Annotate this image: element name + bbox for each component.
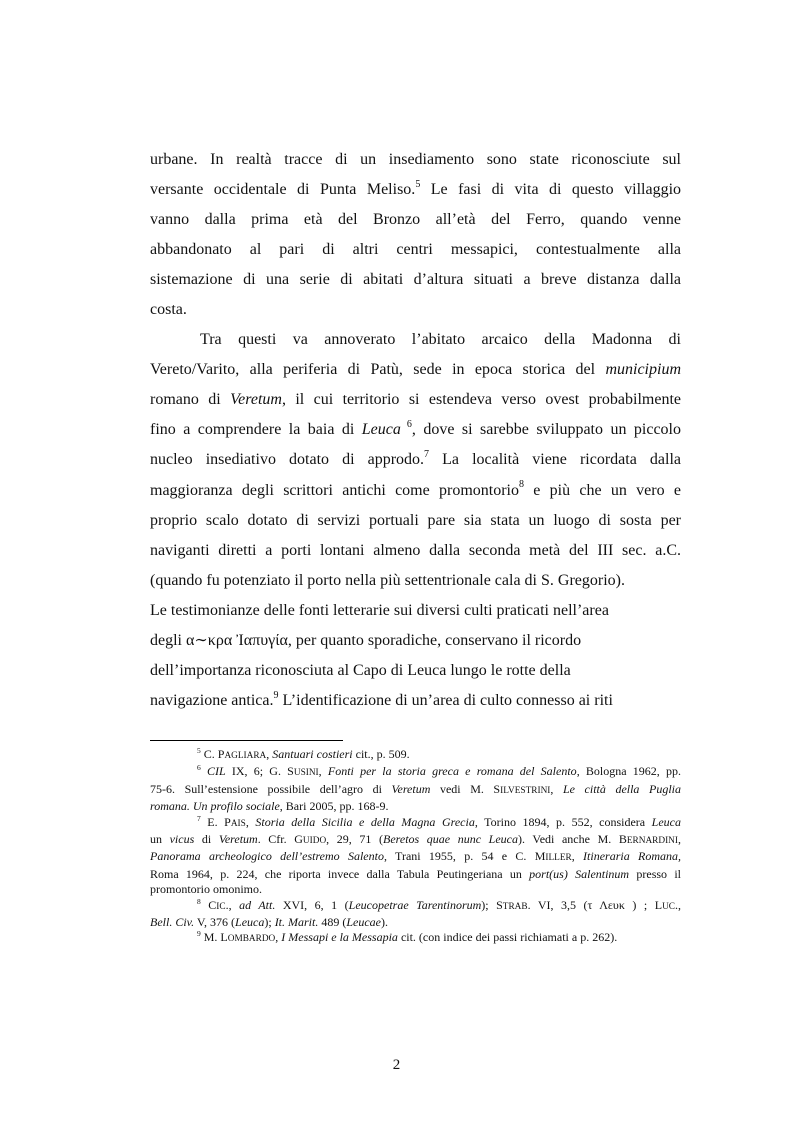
footnote-7: $^7$ E. PAIS, Storia della Sicilia e della Magna Grecia, Torino 1894, p. 552, considera Leuca un vicus di Veretum. Cfr. GUIDO, 29, 71 (Beretos quae nunc Leuca). Vedi anche M. BERNARDINI, Panorama archeologico dell’estremo Salento, Trani 1955, p. 54 e C. MILLER, Itineraria Romana, Roma 1964, p. 224, che riporta invece dalla Tabula Peutingeriana un port(us) Salentinum presso il promontorio omonimo.: [150, 813, 681, 897]
text-line: naviganti diretti a porti lontani almeno dalla seconda metà del III sec. a.C.: [150, 541, 681, 559]
footnote-6: $^6$ CIL IX, 6; G. SUSINI, Fonti per la storia greca e romana del Salento, Bologna 1962, pp. 75-6. Sull’estensione possibile dell’agro di Veretum vedi M. SILVESTRINI, Le città della Puglia romana. Un profilo sociale, Bari 2005, pp. 168-9.: [150, 763, 681, 814]
text-line: maggioranza degli scrittori antichi come promontorio$^8$ e più che un vero e: [150, 479, 682, 499]
text-line: romano di Veretum, il cui territorio si estendeva verso ovest probabilmente: [150, 391, 681, 409]
footnote-9: $^9$ M. LOMBARDO, I Messapi e la Messapia cit. (con indice dei passi richiamati a p. 262).: [197, 929, 618, 945]
footnote-ref[interactable]: 8: [519, 479, 524, 491]
text-line: urbane. In realtà tracce di un insediamento sono state riconosciute sul: [150, 151, 681, 168]
page-number: 2: [392, 1057, 401, 1073]
footnote-separator: [150, 740, 343, 741]
main-text: [150, 145, 681, 716]
footnote-ref[interactable]: 9: [273, 689, 279, 701]
text-line: navigazione antica.$^9$ L’identificazione di un’area di culto connesso ai riti: [150, 689, 613, 709]
footnote-5: $^5$ C. PAGLIARA, Santuari costieri cit., p. 509.: [197, 746, 410, 761]
text-line: vanno dalla prima età del Bronzo all’età del Ferro, quando venne: [150, 211, 681, 229]
text-line: abbandonato al pari di altri centri messapici, contestualmente alla: [150, 241, 681, 259]
footnote-ref[interactable]: 7: [424, 449, 430, 461]
text-line: nucleo insediativo dotato di approdo.$^7$ La località viene ricordata dalla: [150, 449, 681, 469]
text-line: Tra questi va annoverato l’abitato arcaico della Madonna di: [200, 331, 681, 349]
text-line: proprio scalo dotato di servizi portuali pare sia stata un luogo di sosta per: [150, 511, 681, 529]
footnote-ref[interactable]: 5: [415, 178, 421, 190]
text-line: degli α∼κρα Ἰαπυγία, per quanto sporadiche, conservano il ricordo: [150, 631, 582, 649]
text-line: versante occidentale di Punta Meliso.$^5$ Le fasi di vita di questo villaggio: [150, 178, 682, 199]
text-line: costa.: [150, 301, 187, 319]
text-line: (quando fu potenziato il porto nella più settentrionale cala di S. Gregorio).: [150, 571, 625, 589]
footnote-8: $^8$ CIC., ad Att. XVI, 6, 1 (Leucopetrae Tarentinorum); STRAB. VI, 3,5 (τ Λευκ ) ; LUC., Bell. Civ. V, 376 (Leuca); It. Marit. 489 (Leucae).: [150, 896, 681, 930]
text-line: Vereto/Varito, alla periferia di Patù, sede in epoca storica del municipium: [150, 361, 681, 379]
text-line: fino a comprendere la baia di Leuca $^6$, dove si sarebbe sviluppato un piccolo: [150, 419, 682, 439]
text-line: Le testimonianze delle fonti letterarie sui diversi culti praticati nell’area: [150, 601, 609, 619]
footnote-ref[interactable]: 6: [400, 419, 412, 431]
text-line: dell’importanza riconosciuta al Capo di Leuca lungo le rotte della: [150, 661, 571, 679]
text-line: sistemazione di una serie di abitati d’altura situati a breve distanza dalla: [150, 271, 681, 289]
footnotes: [150, 747, 681, 948]
